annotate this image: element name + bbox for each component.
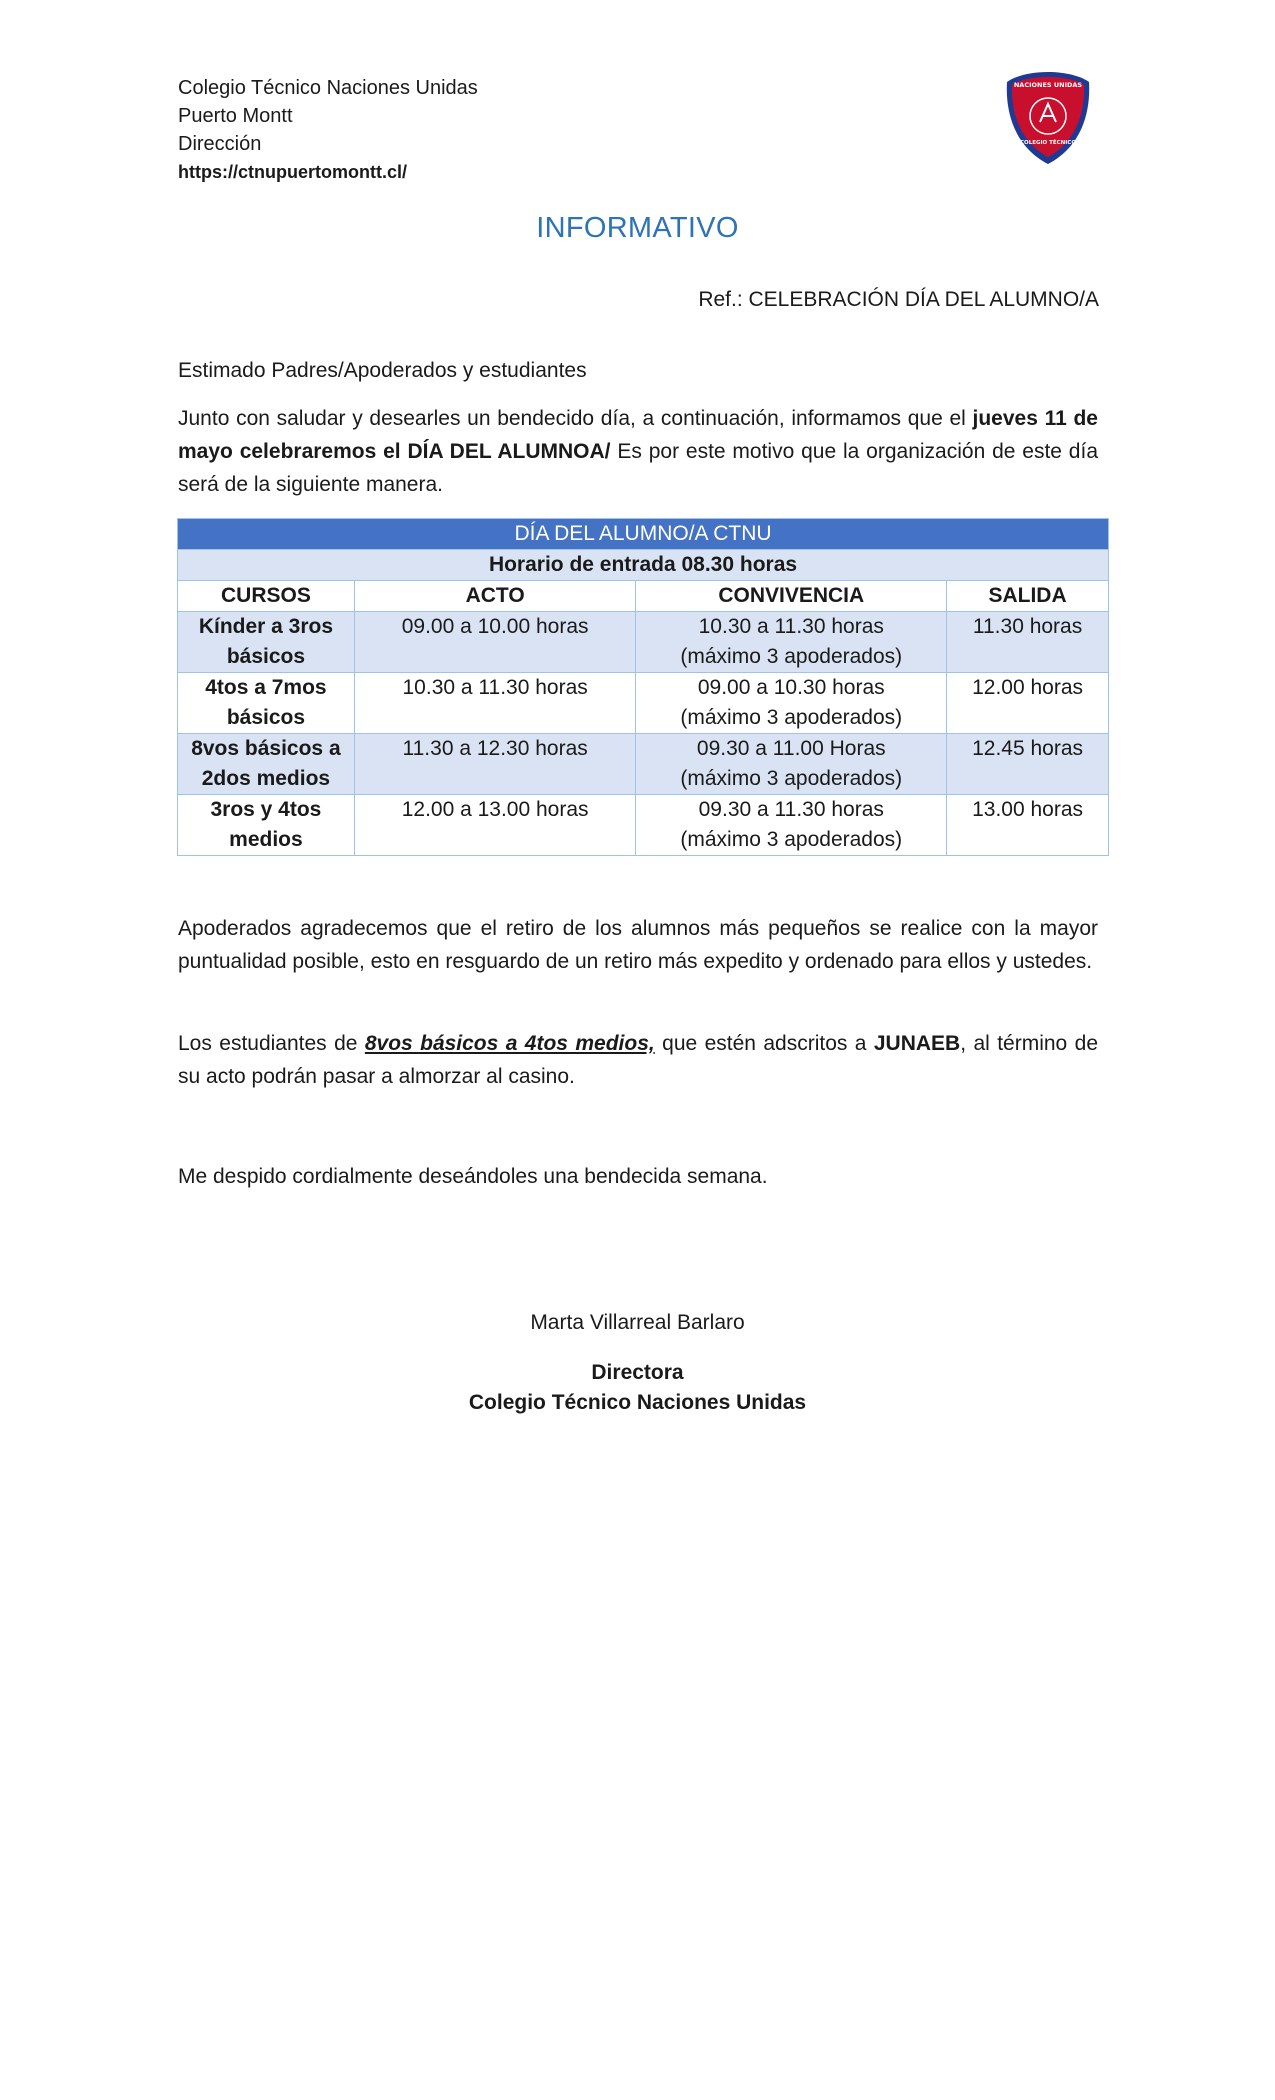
intro-text-2: Es por este motivo que la organización de este día será de la siguiente manera. — [178, 440, 1099, 496]
department-name: Dirección — [178, 133, 262, 155]
acto-cell: 09.00 a 10.00 horas — [354, 612, 636, 673]
entry-time-row — [178, 550, 1109, 581]
acto-cell: 11.30 a 12.30 horas — [354, 734, 636, 795]
logo-bottom-text: COLEGIO TÉCNICO — [1019, 140, 1077, 146]
convivencia-cell — [636, 673, 947, 734]
intro-date-bold: jueves 11 de mayo celebraremos el DÍA DEL ALUMNOA/ — [178, 407, 1098, 463]
signatory-block — [0, 1358, 1275, 1418]
signatory-name: Marta Villarreal Barlaro — [530, 1311, 745, 1334]
city-name: Puerto Montt — [178, 105, 293, 127]
school-name: Colegio Técnico Naciones Unidas — [178, 77, 478, 99]
convivencia-cell — [636, 612, 947, 673]
convivencia-note: (máximo 3 apoderados) — [680, 828, 903, 851]
convivencia-time: 10.30 a 11.30 horas — [698, 615, 884, 638]
estudiantes-text-1: Los estudiantes de — [178, 1032, 365, 1055]
table-title-row — [178, 519, 1109, 550]
estudiantes-courses-emphasis: 8vos básicos a 4tos medios, — [364, 1032, 655, 1055]
course-line-1: Kínder a 3ros — [198, 615, 334, 638]
table-row — [178, 734, 1109, 795]
greeting: Estimado Padres/Apoderados y estudiantes — [178, 359, 587, 382]
course-cell — [178, 795, 355, 856]
convivencia-note: (máximo 3 apoderados) — [680, 767, 903, 790]
schedule-table — [177, 518, 1109, 856]
header-salida: SALIDA — [947, 581, 1109, 612]
salida-cell: 11.30 horas — [947, 612, 1109, 673]
intro-text-1: Junto con saludar y desearles un bendecido día, a continuación, informamos que el — [178, 407, 973, 430]
acto-cell: 10.30 a 11.30 horas — [354, 673, 636, 734]
estudiantes-paragraph — [178, 1027, 1098, 1093]
course-line-1: 8vos básicos a — [191, 737, 341, 760]
logo-top-text: NACIONES UNIDAS — [1013, 81, 1083, 89]
header-cursos: CURSOS — [178, 581, 355, 612]
table-row — [178, 795, 1109, 856]
course-line-2: básicos — [226, 706, 306, 729]
closing-paragraph: Me despido cordialmente deseándoles una bendecida semana. — [178, 1165, 768, 1188]
school-logo — [1003, 70, 1093, 166]
course-line-2: básicos — [226, 645, 306, 668]
course-cell — [178, 673, 355, 734]
reference-line: Ref.: CELEBRACIÓN DÍA DEL ALUMNO/A — [698, 288, 1099, 311]
signatory-institution: Colegio Técnico Naciones Unidas — [468, 1391, 807, 1414]
header-acto: ACTO — [354, 581, 636, 612]
course-cell — [178, 612, 355, 673]
school-url[interactable]: https://ctnupuertomontt.cl/ — [178, 162, 407, 182]
table-row — [178, 612, 1109, 673]
course-line-1: 3ros y 4tos — [210, 798, 322, 821]
convivencia-cell — [636, 795, 947, 856]
letterhead — [178, 74, 478, 186]
document-title: INFORMATIVO — [536, 212, 739, 244]
convivencia-time: 09.30 a 11.00 Horas — [696, 737, 886, 760]
convivencia-time: 09.00 a 10.30 horas — [697, 676, 885, 699]
junaeb-bold: JUNAEB — [873, 1032, 961, 1055]
course-cell — [178, 734, 355, 795]
signatory-role: Directora — [591, 1361, 684, 1384]
convivencia-time: 09.30 a 11.30 horas — [698, 798, 884, 821]
entry-time: Horario de entrada 08.30 horas — [178, 550, 1109, 581]
salida-cell: 12.45 horas — [947, 734, 1109, 795]
apoderados-paragraph: Apoderados agradecemos que el retiro de los alumnos más pequeños se realice con la mayor puntualidad posible, esto en resguardo de un retiro más expedito y ordenado para ellos y ustedes. — [178, 917, 1098, 973]
table-title: DÍA DEL ALUMNO/A CTNU — [178, 519, 1109, 550]
header-convivencia: CONVIVENCIA — [636, 581, 947, 612]
salida-cell: 13.00 horas — [947, 795, 1109, 856]
estudiantes-text-3: , al término de su acto podrán pasar a almorzar al casino. — [178, 1032, 1098, 1088]
convivencia-cell — [636, 734, 947, 795]
estudiantes-text-2: que estén adscritos a — [654, 1032, 874, 1055]
convivencia-note: (máximo 3 apoderados) — [680, 706, 903, 729]
table-row — [178, 673, 1109, 734]
intro-paragraph — [178, 402, 1098, 501]
salida-cell: 12.00 horas — [947, 673, 1109, 734]
course-line-1: 4tos a 7mos — [205, 676, 327, 699]
acto-cell: 12.00 a 13.00 horas — [354, 795, 636, 856]
table-header-row — [178, 581, 1109, 612]
course-line-2: 2dos medios — [201, 767, 331, 790]
course-line-2: medios — [229, 828, 303, 851]
convivencia-note: (máximo 3 apoderados) — [680, 645, 903, 668]
